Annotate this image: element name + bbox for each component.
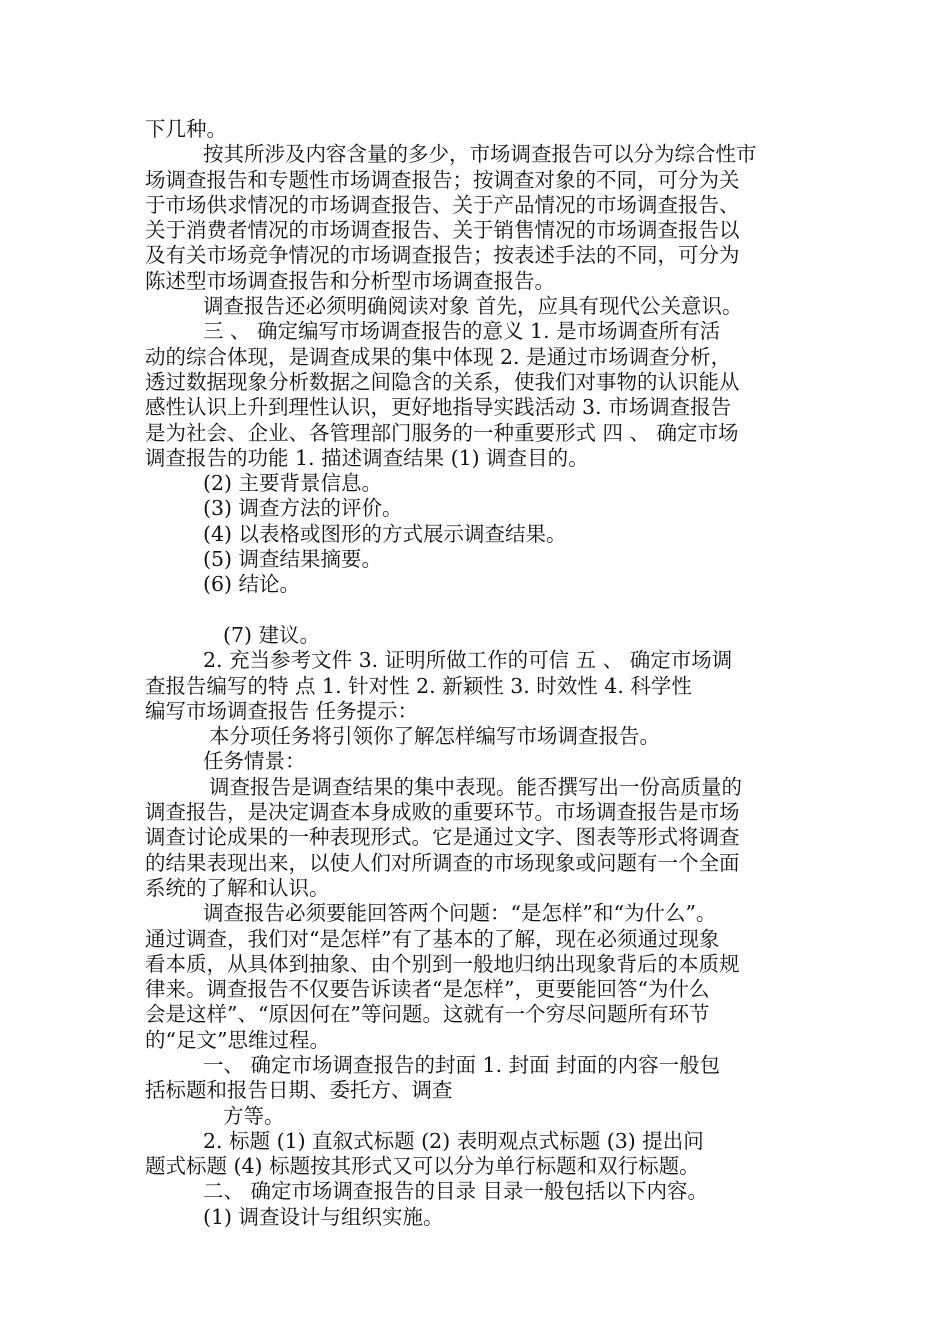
document-page bbox=[145, 117, 805, 1230]
text-line: 看本质，从具体到抽象、由个别到一般地归纳出现象背后的本质规 bbox=[145, 951, 740, 976]
text-line: 调查报告必须要能回答两个问题：“是怎样”和“为什么”。 bbox=[203, 901, 717, 926]
text-line: (6) 结论。 bbox=[203, 572, 301, 597]
text-line: 是为社会、企业、各管理部门服务的一种重要形式 四 、 确定市场 bbox=[145, 420, 739, 445]
text-line: 系统的了解和认识。 bbox=[145, 875, 330, 900]
text-line: 2. 充当参考文件 3. 证明所做工作的可信 五 、 确定市场调 bbox=[203, 648, 733, 673]
text-line: 动的综合体现，是调查成果的集中体现 2. 是通过市场调查分析， bbox=[145, 344, 732, 369]
text-line: (3) 调查方法的评价。 bbox=[203, 496, 403, 521]
text-line: 括标题和报告日期、委托方、调查 bbox=[145, 1078, 453, 1103]
text-line: 任务情景： bbox=[203, 749, 306, 774]
text-line: (2) 主要背景信息。 bbox=[203, 471, 383, 496]
text-line: 调查报告还必须明确阅读对象 首先，应具有现代公关意识。 bbox=[203, 294, 743, 319]
text-line: 方等。 bbox=[223, 1103, 285, 1128]
blank-line bbox=[145, 598, 805, 623]
text-line: (5) 调查结果摘要。 bbox=[203, 547, 383, 572]
text-line: 调查讨论成果的一种表现形式。它是通过文字、图表等形式将调查 bbox=[145, 825, 740, 850]
text-line: 本分项任务将引领你了解怎样编写市场调查报告。 bbox=[209, 724, 660, 749]
text-line: 一、 确定市场调查报告的封面 1. 封面 封面的内容一般包 bbox=[203, 1052, 721, 1077]
text-line: 调查报告的功能 1. 描述调查结果 (1) 调查目的。 bbox=[145, 445, 589, 470]
text-line: 按其所涉及内容含量的多少，市场调查报告可以分为综合性市 bbox=[203, 142, 757, 167]
text-line: 感性认识上升到理性认识，更好地指导实践活动 3. 市场调查报告 bbox=[145, 395, 732, 420]
text-line: 查报告编写的特 点 1. 针对性 2. 新颖性 3. 时效性 4. 科学性 bbox=[145, 673, 692, 698]
text-line: (7) 建议。 bbox=[223, 622, 321, 647]
text-line: 题式标题 (4) 标题按其形式又可以分为单行标题和双行标题。 bbox=[145, 1154, 700, 1179]
text-line: (4) 以表格或图形的方式展示调查结果。 bbox=[203, 521, 567, 546]
text-line: 编写市场调查报告 任务提示： bbox=[145, 698, 419, 723]
text-line: 会是这样”、“原因何在”等问题。这就有一个穷尽问题所有环节 bbox=[145, 1002, 710, 1027]
text-line: 下几种。 bbox=[145, 117, 227, 141]
text-line: 通过调查，我们对“是怎样”有了基本的了解，现在必须通过现象 bbox=[145, 926, 720, 951]
text-line: 的“足文”思维过程。 bbox=[145, 1027, 330, 1052]
text-line: 于市场供求情况的市场调查报告、关于产品情况的市场调查报告、 bbox=[145, 192, 740, 217]
text-line: 的结果表现出来，以使人们对所调查的市场现象或问题有一个全面 bbox=[145, 850, 740, 875]
text-line: 调查报告是调查结果的集中表现。能否撰写出一份高质量的 bbox=[209, 774, 742, 799]
text-line: 透过数据现象分析数据之间隐含的关系，使我们对事物的认识能从 bbox=[145, 369, 740, 394]
text-line: 陈述型市场调查报告和分析型市场调查报告。 bbox=[145, 268, 555, 293]
text-line: 2. 标题 (1) 直叙式标题 (2) 表明观点式标题 (3) 提出问 bbox=[203, 1128, 704, 1153]
text-line: 场调查报告和专题性市场调查报告；按调查对象的不同，可分为关 bbox=[145, 167, 740, 192]
text-line: 律来。调查报告不仅要告诉读者“是怎样”，更要能回答“为什么 bbox=[145, 977, 710, 1002]
text-line: 三 、 确定编写市场调查报告的意义 1. 是市场调查所有活 bbox=[203, 319, 721, 344]
text-line: 二、 确定市场调查报告的目录 目录一般包括以下内容。 bbox=[203, 1179, 709, 1204]
text-line: (1) 调查设计与组织实施。 bbox=[203, 1204, 444, 1229]
text-line: 关于消费者情况的市场调查报告、关于销售情况的市场调查报告以 bbox=[145, 218, 740, 243]
text-line: 及有关市场竞争情况的市场调查报告；按表述手法的不同，可分为 bbox=[145, 243, 740, 268]
text-line: 调查报告，是决定调查本身成败的重要环节。市场调查报告是市场 bbox=[145, 800, 740, 825]
